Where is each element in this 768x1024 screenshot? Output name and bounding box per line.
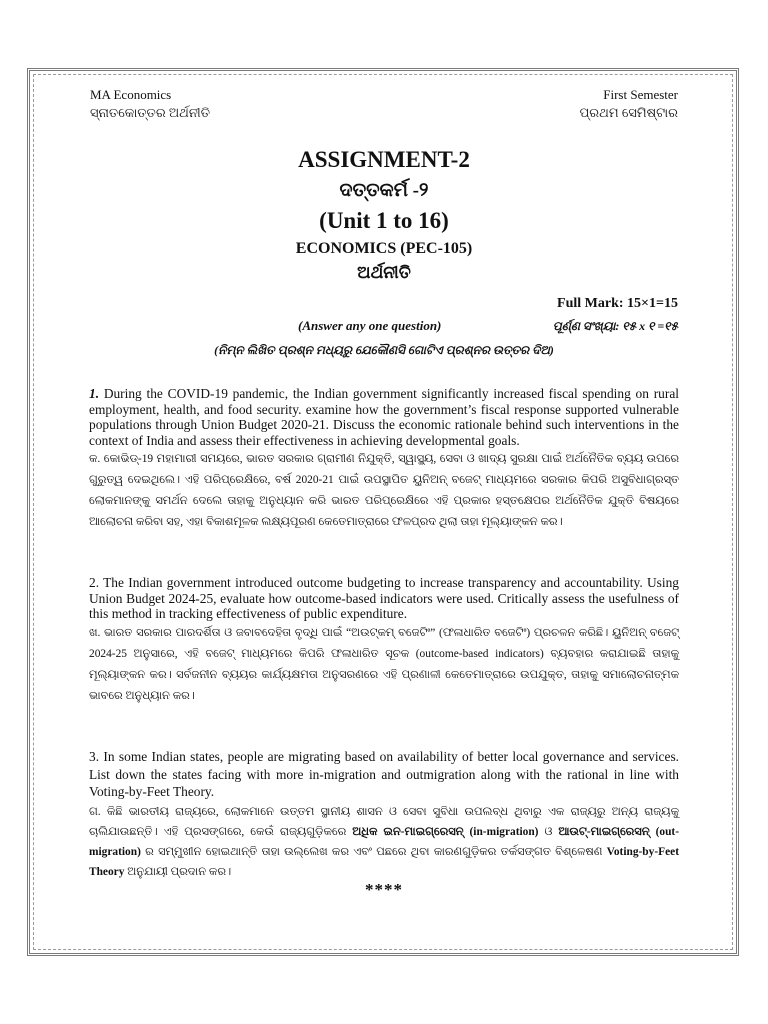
question-3-odia-part-c: ଓ — [538, 825, 559, 838]
end-marker: **** — [365, 880, 403, 899]
question-2-english: 2. The Indian government introduced outcome budgeting to increase transparency and accountability. Using Union Budget 2024-25, evaluate how outcome-based indicators were used. Critically assess the usefulness of this method in tracking effectiveness of public expenditure. — [89, 575, 679, 621]
question-3-odia — [89, 802, 679, 882]
assignment-title-odia: ଦତ୍ତକର୍ମ -୨ — [339, 180, 429, 201]
header-right — [580, 86, 678, 122]
header-left — [90, 86, 210, 122]
out-migration-term: ଆଉଟ୍-ମାଇଗ୍ରେସନ୍ (out-migration) — [89, 825, 680, 858]
question-1-text: During the COVID-19 pandemic, the Indian government significantly increased fiscal spending on rural employment, health, and food security. examine how the government’s fiscal response supported vulnerable populations through Union Budget 2020-21. Discuss the economic rationale behind such interventions in the context of India and assess their effectiveness in achieving developmental goals. — [89, 386, 679, 448]
answer-instruction: (Answer any one question) — [298, 318, 442, 333]
question-3-odia-part-a: ଗ. କିଛି ଭାରତୀୟ ରାଜ୍ୟରେ, ଲୋକମାନେ ଉତ୍ତମ ସ୍ଥାନୀୟ ଶାସନ ଓ ସେବା ସୁବିଧା ଉପଲବ୍ଧ ଥିବାରୁ ଏକ ରାଜ୍ୟରୁ ଅନ୍ୟ ରାଜ୍ୟକୁ ଚାଲିଯାଉଛନ୍ତି। ଏହି ପ୍ରସଙ୍ଗରେ, କେଉଁ ରାଜ୍ୟଗୁଡ଼ିକରେ — [89, 805, 679, 838]
semester-name: First Semester — [603, 87, 678, 102]
question-3 — [89, 748, 679, 882]
full-mark-odia: ପୂର୍ଣ୍ଣ ସଂଖ୍ୟା: ୧୫ x ୧ =୧୫ — [552, 319, 678, 333]
question-3-odia-part-e: ର ସମ୍ମୁଖୀନ ହୋଇଥାନ୍ତି ତାହା ଉଲ୍ଲେଖ କର ଏବଂ ପଛରେ ଥିବା କାରଣଗୁଡ଼ିକର ତର୍କସଙ୍ଗତ ବିଶ୍ଳେଷଣ — [140, 845, 607, 858]
in-migration-term: ଅଧିକ ଇନ-ମାଇଗ୍ରେସନ୍ (in-migration) — [352, 825, 539, 838]
voting-by-feet-term: Voting-by-Feet Theory — [89, 845, 679, 878]
question-1 — [89, 386, 679, 533]
program-name-odia: ସ୍ନାତକୋତ୍ତର ଅର୍ଥନୀତି — [90, 105, 210, 120]
question-1-odia: କ. କୋଭିଡ୍-19 ମହାମାରୀ ସମୟରେ, ଭାରତ ସରକାର ଗ୍ରାମୀଣ ନିଯୁକ୍ତି, ସ୍ୱାସ୍ଥ୍ୟ, ସେବା ଓ ଖାଦ୍ୟ ସୁରକ୍ଷା ପାଇଁ ଅର୍ଥନୈତିକ ବ୍ୟୟ ଉପରେ ଗୁରୁତ୍ୱ ଦେଇଥିଲେ। ଏହି ପରିପ୍ରେକ୍ଷିରେ, ବର୍ଷ 2020-21 ପାଇଁ ଉପସ୍ଥାପିତ ୟୁନିଅନ୍ ବଜେଟ୍ ମାଧ୍ୟମରେ ସରକାର କିପରି ଅସୁବିଧାଗ୍ରସ୍ତ ଲୋକମାନଙ୍କୁ ସମର୍ଥନ ଦେଲେ ତାହାକୁ ଅନୁଧ୍ୟାନ କରି ଭାରତ ପରିପ୍ରେକ୍ଷିରେ ଏହି ପ୍ରକାର ହସ୍ତକ୍ଷେପର ଅର୍ଥନୈତିକ ଯୁକ୍ତି ବିଷୟରେ ଆଲୋଚନା କରିବା ସହ, ଏହା ବିକାଶମୂଳକ ଲକ୍ଷ୍ୟପୂରଣ କେତେମାତ୍ରାରେ ଫଳପ୍ରଦ ଥିଲା ତାହା ମୂଲ୍ୟାଙ୍କନ କର। — [89, 453, 679, 528]
course-title: ECONOMICS (PEC-105) — [295, 240, 473, 257]
unit-range: (Unit 1 to 16) — [319, 208, 449, 233]
question-2-odia: ଖ. ଭାରତ ସରକାର ପାରଦର୍ଶିତା ଓ ଜବାବଦେହିତା ବୃଦ୍ଧି ପାଇଁ “ଅଉଟ୍କମ୍ ବଜେଟିଂ” (ଫଳାଧାରିତ ବଜେଟିଂ) ପ୍ରଚଳନ କରିଛି। ୟୁନିଅନ୍ ବଜେଟ୍ 2024-25 ଅନୁସାରେ, ଏହି ବଜେଟ୍ ମାଧ୍ୟମରେ କିପରି ଫଳାଧାରିତ ସୂଚକ (outcome-based indicators) ବ୍ୟବହାର କରାଯାଇଛି ତାହାକୁ ମୂଲ୍ୟାଙ୍କନ କର। ସର୍ବଜନୀନ ବ୍ୟୟର କାର୍ଯ୍ୟକ୍ଷମତା ଅନୁସରଣରେ ଏହି ପ୍ରଣାଳୀ କେତେମାତ୍ରାରେ ଉପଯୁକ୍ତ, ତାହାକୁ ସମାଲୋଚନାତ୍ମକ ଭାବରେ ଅନୁଧ୍ୟାନ କର। — [89, 626, 679, 702]
answer-instruction-odia: (ନିମ୍ନ ଲିଖିତ ପ୍ରଶ୍ନ ମଧ୍ୟରୁ ଯେକୌଣସି ଗୋଟିଏ ପ୍ରଶ୍ନର ଉତ୍ତର ଦିଅ) — [214, 343, 554, 357]
assignment-title: ASSIGNMENT-2 — [298, 147, 470, 172]
program-name: MA Economics — [90, 87, 172, 102]
question-3-english: 3. In some Indian states, people are migrating based on availability of better local governance and services. List down the states facing with more in-migration and outmigration along with the rational in line with Voting-by-Feet Theory. — [89, 749, 679, 799]
question-2 — [89, 575, 679, 707]
semester-name-odia: ପ୍ରଥମ ସେମିଷ୍ଟାର — [579, 105, 678, 120]
full-mark: Full Mark: 15×1=15 — [557, 296, 678, 311]
question-3-odia-part-g: ଅନୁଯାୟୀ ପ୍ରଦାନ କର। — [124, 865, 232, 878]
question-1-english — [89, 386, 679, 448]
question-1-number: 1. — [89, 386, 100, 401]
course-title-odia: ଅର୍ଥନୀତି — [357, 263, 411, 282]
